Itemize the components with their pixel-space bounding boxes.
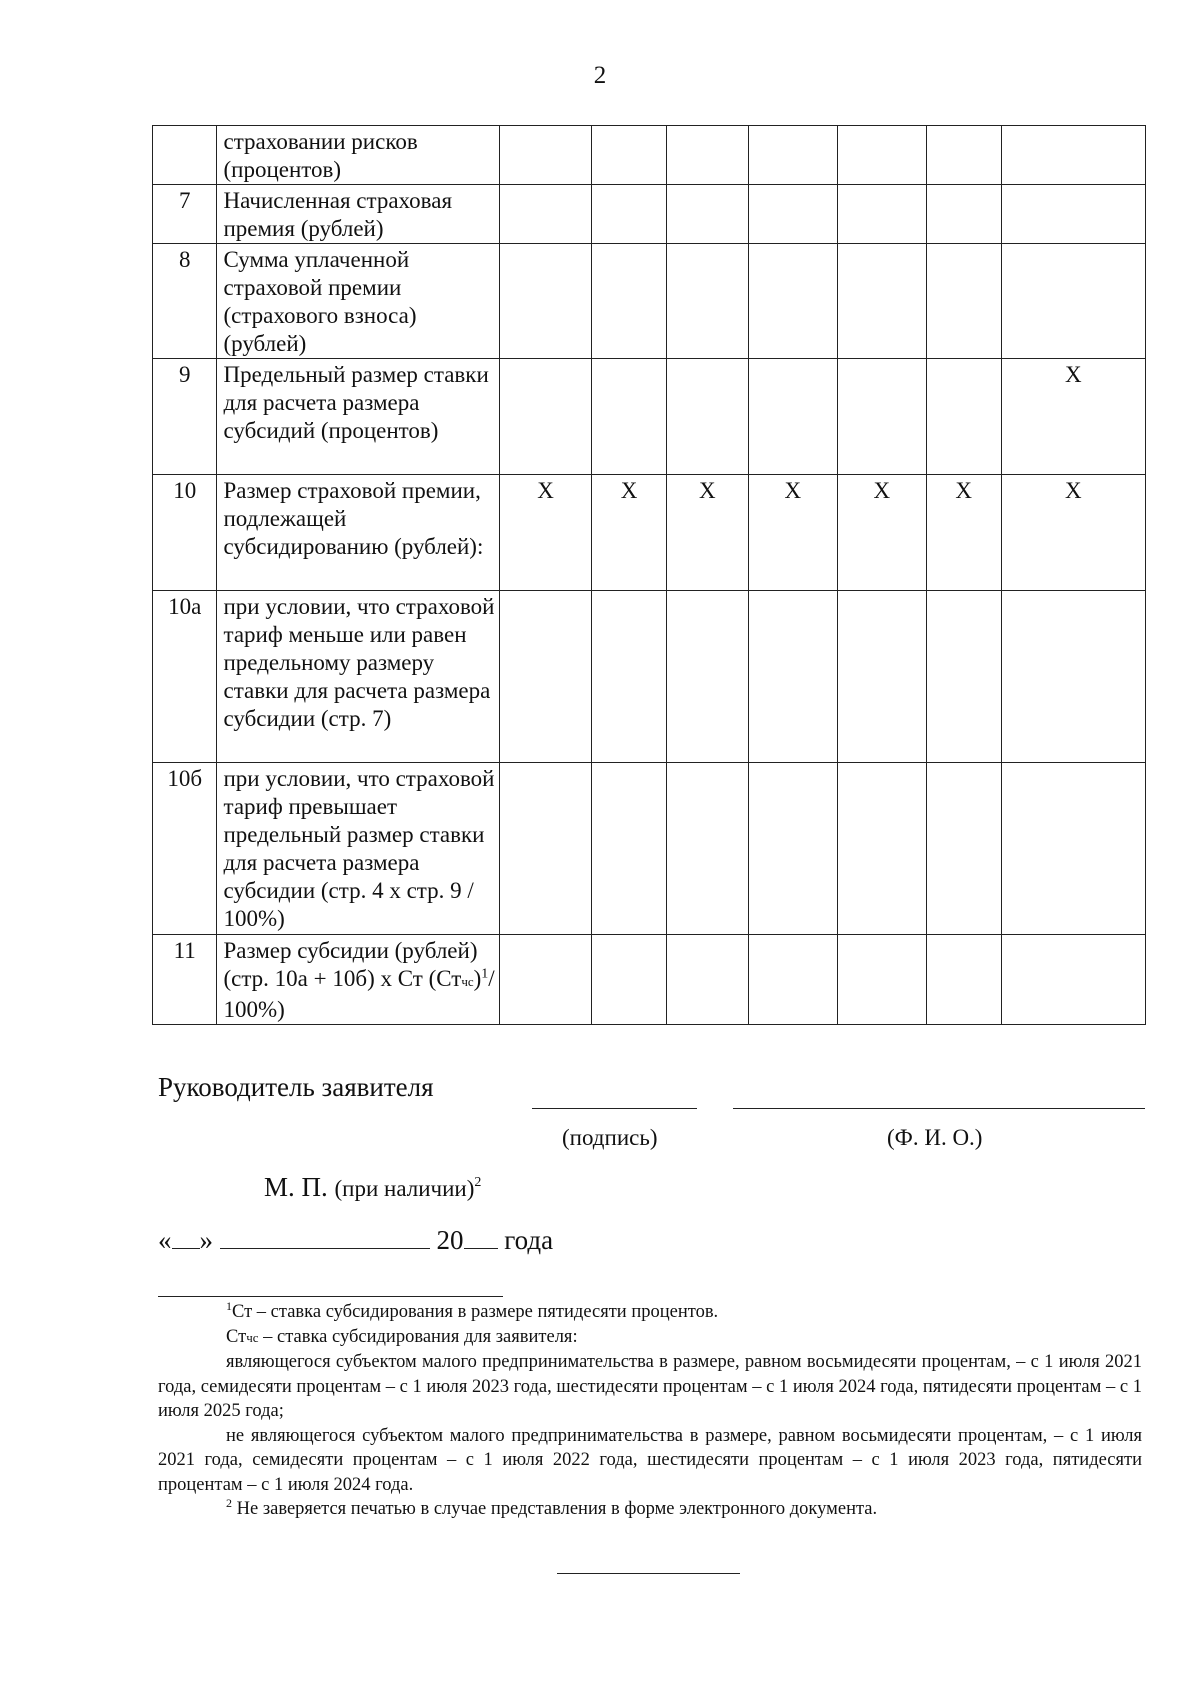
- table-cell[interactable]: [837, 763, 926, 935]
- row-number: 7: [153, 185, 217, 244]
- row-number: 8: [153, 244, 217, 359]
- table-cell[interactable]: Х: [1001, 475, 1145, 591]
- table-cell[interactable]: [926, 126, 1001, 185]
- table-row: [153, 126, 1146, 185]
- table-cell[interactable]: [666, 359, 748, 475]
- footnote-1: $^1$Ст – ставка субсидирования в размере пятидесяти процентов.: [226, 1298, 719, 1322]
- table-cell[interactable]: [926, 244, 1001, 359]
- table-row: [153, 359, 1146, 475]
- table-cell[interactable]: [592, 591, 667, 763]
- table-cell[interactable]: [926, 763, 1001, 935]
- table-cell[interactable]: Х: [1001, 359, 1145, 475]
- footnotes: [158, 1300, 1142, 1522]
- table-cell[interactable]: [837, 185, 926, 244]
- signature-caption: (подпись): [562, 1125, 658, 1150]
- year-blank[interactable]: [464, 1226, 498, 1249]
- table-cell[interactable]: [748, 244, 837, 359]
- table-cell[interactable]: [666, 935, 748, 1025]
- table-cell[interactable]: [592, 244, 667, 359]
- name-line[interactable]: [733, 1108, 1145, 1109]
- table-cell[interactable]: [837, 126, 926, 185]
- table-row: [153, 763, 1146, 935]
- table-cell[interactable]: [1001, 244, 1145, 359]
- row-label: при условии, что страховой тариф превышает предельный размер ставки для расчета размера субсидии (стр. 4 х стр. 9 / 100%): [217, 763, 500, 935]
- table-cell[interactable]: [1001, 935, 1145, 1025]
- table-cell[interactable]: [748, 763, 837, 935]
- row-number: 9: [153, 359, 217, 475]
- row-label: при условии, что страховой тариф меньше или равен предельному размеру ставки для расчета размера субсидии (стр. 7): [217, 591, 500, 763]
- table-cell[interactable]: Х: [837, 475, 926, 591]
- table-cell[interactable]: [837, 359, 926, 475]
- table-row: [153, 244, 1146, 359]
- table-cell[interactable]: Х: [666, 475, 748, 591]
- table-cell[interactable]: [666, 126, 748, 185]
- date-line: « » 20 года: [158, 1225, 554, 1255]
- table-cell[interactable]: Х: [748, 475, 837, 591]
- table-cell[interactable]: [748, 185, 837, 244]
- table-cell[interactable]: [666, 763, 748, 935]
- end-divider: [557, 1573, 740, 1574]
- table-cell[interactable]: [837, 244, 926, 359]
- table-cell[interactable]: [500, 935, 592, 1025]
- footnote-1-rate: Стчс – ставка субсидирования для заявителя:: [226, 1326, 578, 1347]
- month-blank[interactable]: [220, 1226, 430, 1249]
- footnote-1-small-business: являющегося субъектом малого предпринимательства в размере, равном восьмидесяти процентам, – с 1 июля 2021 года, семидесяти процентам – с 1 июля 2023 года, шестидесяти процентам – с 1 июля 2024 года, пятидесяти процентам – с 1 июля 2025 года;: [158, 1352, 1142, 1421]
- day-blank[interactable]: [172, 1226, 200, 1249]
- table-cell[interactable]: [592, 359, 667, 475]
- table-cell[interactable]: Х: [500, 475, 592, 591]
- table-cell[interactable]: [837, 935, 926, 1025]
- table-cell[interactable]: [837, 591, 926, 763]
- table-cell[interactable]: [748, 359, 837, 475]
- name-caption: (Ф. И. О.): [887, 1125, 983, 1150]
- row-number: 10а: [153, 591, 217, 763]
- table-cell[interactable]: [748, 126, 837, 185]
- footnote-2: $^2$ Не заверяется печатью в случае представления в форме электронного документа.: [226, 1495, 878, 1519]
- footnote-divider: [158, 1296, 503, 1297]
- row-label: страховании рисков (процентов): [217, 126, 500, 185]
- table-row: [153, 475, 1146, 591]
- table-cell[interactable]: [926, 935, 1001, 1025]
- table-cell[interactable]: [500, 763, 592, 935]
- table-cell[interactable]: [500, 244, 592, 359]
- row-number: 10б: [153, 763, 217, 935]
- table-cell[interactable]: [592, 763, 667, 935]
- table-cell[interactable]: [1001, 185, 1145, 244]
- row-number: 10: [153, 475, 217, 591]
- table-cell[interactable]: [926, 591, 1001, 763]
- table-cell[interactable]: [666, 591, 748, 763]
- row-label: Размер страховой премии, подлежащей субсидированию (рублей):: [217, 475, 500, 591]
- table-cell[interactable]: Х: [926, 475, 1001, 591]
- table-cell[interactable]: [592, 935, 667, 1025]
- table-cell[interactable]: [748, 591, 837, 763]
- signatory-title: Руководитель заявителя: [158, 1072, 434, 1102]
- table-cell[interactable]: [926, 185, 1001, 244]
- table-row: [153, 591, 1146, 763]
- table-cell[interactable]: [592, 185, 667, 244]
- table-cell[interactable]: [748, 935, 837, 1025]
- table-cell[interactable]: [926, 359, 1001, 475]
- table-cell[interactable]: [1001, 126, 1145, 185]
- row-label: Размер субсидии (рублей) (стр. 10а + 10б) х Ст (Стчс)$^1$/ 100%): [217, 935, 500, 1025]
- table-cell[interactable]: [1001, 763, 1145, 935]
- table-cell[interactable]: [500, 126, 592, 185]
- table-row: [153, 185, 1146, 244]
- table-cell[interactable]: [500, 185, 592, 244]
- stamp-place: М. П. (при наличии)$^2$: [264, 1172, 482, 1202]
- table-row: [153, 935, 1146, 1025]
- table-cell[interactable]: [666, 185, 748, 244]
- footnote-1-other: не являющегося субъектом малого предпринимательства в размере, равном восьмидесяти процентам, – с 1 июля 2021 года, семидесяти процентам – с 1 июля 2022 года, шестидесяти процентам – с 1 июля 2023 года, пятидесяти процентам – с 1 июля 2024 года.: [158, 1425, 1142, 1495]
- row-number: 11: [153, 935, 217, 1025]
- table-cell[interactable]: [592, 126, 667, 185]
- table-cell[interactable]: Х: [592, 475, 667, 591]
- table-cell[interactable]: [666, 244, 748, 359]
- signature-line[interactable]: [532, 1108, 697, 1109]
- row-label: Начисленная страховая премия (рублей): [217, 185, 500, 244]
- row-number: [153, 126, 217, 185]
- page-number: 2: [593, 62, 607, 89]
- table-cell[interactable]: [500, 591, 592, 763]
- table-cell[interactable]: [500, 359, 592, 475]
- row-label: Предельный размер ставки для расчета размера субсидий (процентов): [217, 359, 500, 475]
- subsidy-calculation-table: [152, 125, 1146, 1025]
- row-label: Сумма уплаченной страховой премии (страхового взноса) (рублей): [217, 244, 500, 359]
- table-cell[interactable]: [1001, 591, 1145, 763]
